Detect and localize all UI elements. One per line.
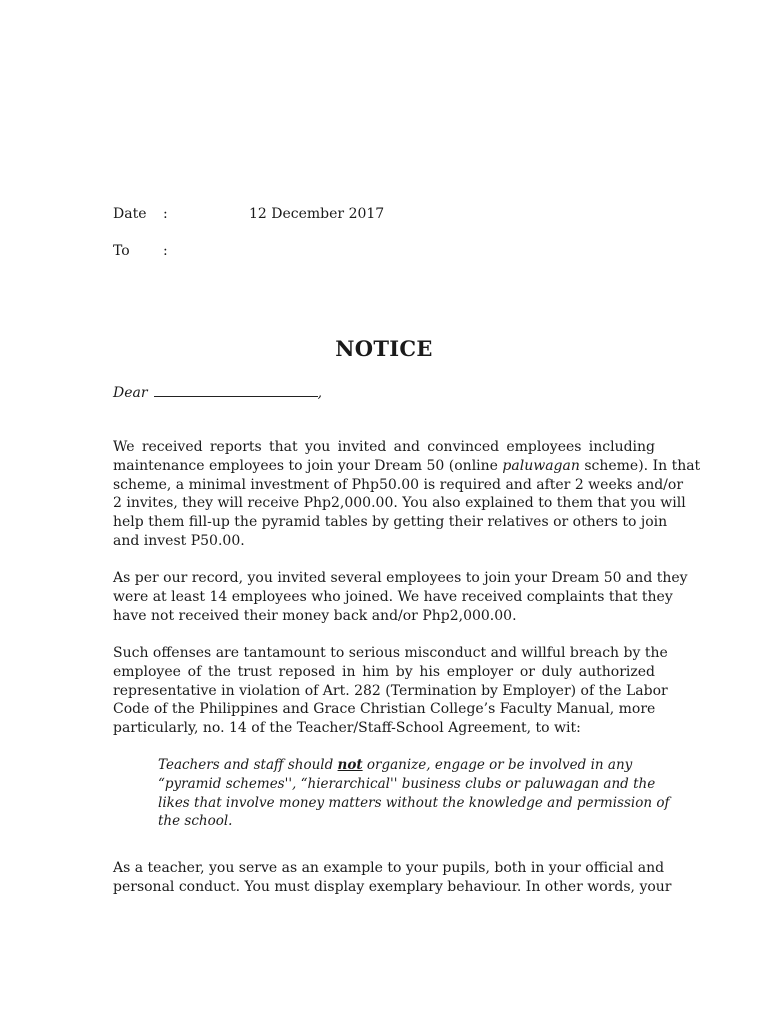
paragraph-line: We received reports that you invited and convinced employees including xyxy=(113,439,655,455)
quote-line: “pyramid schemes'', “hierarchical'' business clubs or paluwagan and the xyxy=(158,775,656,792)
paragraph-line: have not received their money back and/or Php2,000.00. xyxy=(113,607,517,624)
to-row xyxy=(113,242,249,260)
date-colon: : xyxy=(163,206,168,222)
paragraph-line: representative in violation of Art. 282 (Termination by Employer) of the Labor xyxy=(113,682,668,699)
salutation-text: Dear xyxy=(113,385,148,401)
paragraph-line-part: maintenance employees to join your Dream 50 (online xyxy=(113,457,503,474)
salutation-trail: , xyxy=(317,385,323,401)
paragraph-line: particularly, no. 14 of the Teacher/Staff-School Agreement, to wit: xyxy=(113,720,581,737)
paragraph-line: were at least 14 employees who joined. We have received complaints that they xyxy=(113,588,673,605)
paluwagan-term: paluwagan xyxy=(502,457,580,474)
paragraph-line: As a teacher, you serve as an example to your pupils, both in your official and xyxy=(113,860,665,876)
paragraph-line: help them fill-up the pyramid tables by getting their relatives or others to join xyxy=(113,514,668,531)
agreement-quote xyxy=(158,756,670,831)
to-label: To xyxy=(113,243,130,259)
paragraph-line: Such offenses are tantamount to serious misconduct and willful breach by the xyxy=(113,645,668,661)
paragraph-reports xyxy=(113,438,701,551)
paragraph-offenses xyxy=(113,644,668,738)
paragraph-line: 2 invites, they will receive Php2,000.00. You also explained to them that you will xyxy=(113,495,686,512)
quote-line-part: organize, engage or be involved in any xyxy=(362,757,633,773)
name-blank-line xyxy=(154,383,318,397)
quote-line xyxy=(158,756,633,775)
paragraph-teacher xyxy=(113,859,672,897)
date-row xyxy=(113,205,384,223)
quote-line-part: Teachers and staff should xyxy=(158,757,338,773)
emphasis-not: not xyxy=(337,757,363,773)
paragraph-line: scheme, a minimal investment of Php50.00 is required and after 2 weeks and/or xyxy=(113,476,684,493)
paragraph-line: As per our record, you invited several employees to join your Dream 50 and they xyxy=(113,570,688,586)
to-colon: : xyxy=(163,243,168,259)
notice-title: NOTICE xyxy=(335,336,433,361)
quote-line: the school. xyxy=(158,813,233,830)
quote-line: likes that involve money matters without the knowledge and permission of xyxy=(158,794,670,811)
date-label: Date xyxy=(113,206,147,222)
paragraph-line: employee of the trust reposed in him by his employer or duly authorized xyxy=(113,663,655,680)
paragraph-line: Code of the Philippines and Grace Christian College’s Faculty Manual, more xyxy=(113,701,656,718)
paragraph-line: and invest P50.00. xyxy=(113,532,245,549)
salutation xyxy=(113,383,322,401)
paragraph-line xyxy=(113,457,701,476)
paragraph-line: personal conduct. You must display exemplary behaviour. In other words, your xyxy=(113,878,672,895)
paragraph-line-part: scheme). In that xyxy=(579,457,701,474)
date-value: 12 December 2017 xyxy=(249,206,385,222)
paragraph-record xyxy=(113,569,688,625)
